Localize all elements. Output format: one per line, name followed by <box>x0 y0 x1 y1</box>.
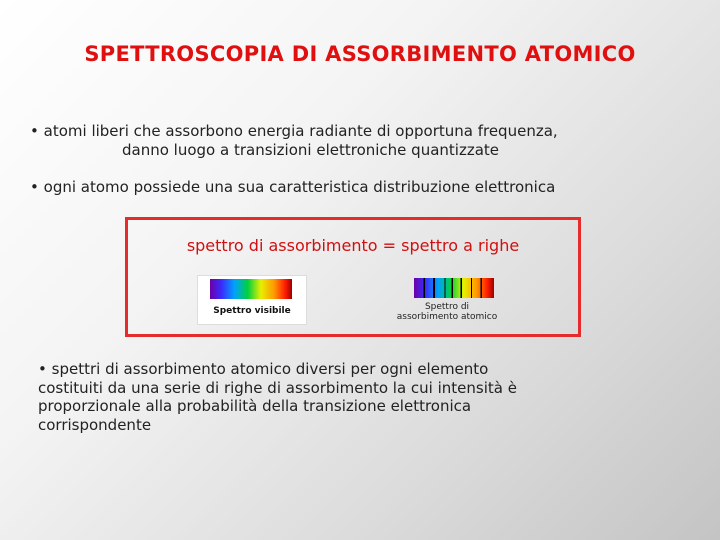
bullet-marker: • <box>30 122 39 140</box>
visible-spectrum-label: Spettro visibile <box>213 306 291 316</box>
bullet-text-line2: danno luogo a transizioni elettroniche quantizzate <box>122 141 499 159</box>
final-bullet-line4: corrispondente <box>38 415 152 434</box>
line-spectrum-icon <box>414 278 494 298</box>
bullet-text: ogni atomo possiede una sua caratteristica distribuzione elettronica <box>43 178 556 196</box>
final-bullet-text: spettri di assorbimento atomico diversi per ogni elemento <box>51 360 489 378</box>
final-bullet-line1 <box>38 360 658 379</box>
final-bullet-line3: proporzionale alla probabilità della transizione elettronica <box>38 397 472 415</box>
visible-spectrum-figure <box>197 275 307 325</box>
slide-title: SPETTROSCOPIA DI ASSORBIMENTO ATOMICO <box>84 42 636 66</box>
absorption-spectrum-label <box>390 302 504 322</box>
spectrum-equation: spettro di assorbimento = spettro a righe <box>186 236 520 255</box>
absorption-label-line2: assorbimento atomico <box>396 312 498 322</box>
bullet-free-atoms <box>30 122 690 160</box>
absorption-spectrum-figure <box>390 275 504 323</box>
bullet-text-line1: atomi liberi che assorbono energia radiante di opportuna frequenza, <box>43 122 558 140</box>
bullet-marker: • <box>30 178 39 196</box>
bullet-electron-distribution <box>30 178 690 197</box>
bullet-marker: • <box>38 360 47 378</box>
bullet-atomic-spectra <box>38 360 658 434</box>
absorption-label-line1: Spettro di <box>424 302 470 312</box>
continuous-spectrum-icon <box>210 279 292 299</box>
final-bullet-line2: costituiti da una serie di righe di assorbimento la cui intensità è <box>38 378 517 397</box>
highlight-box <box>125 217 581 337</box>
